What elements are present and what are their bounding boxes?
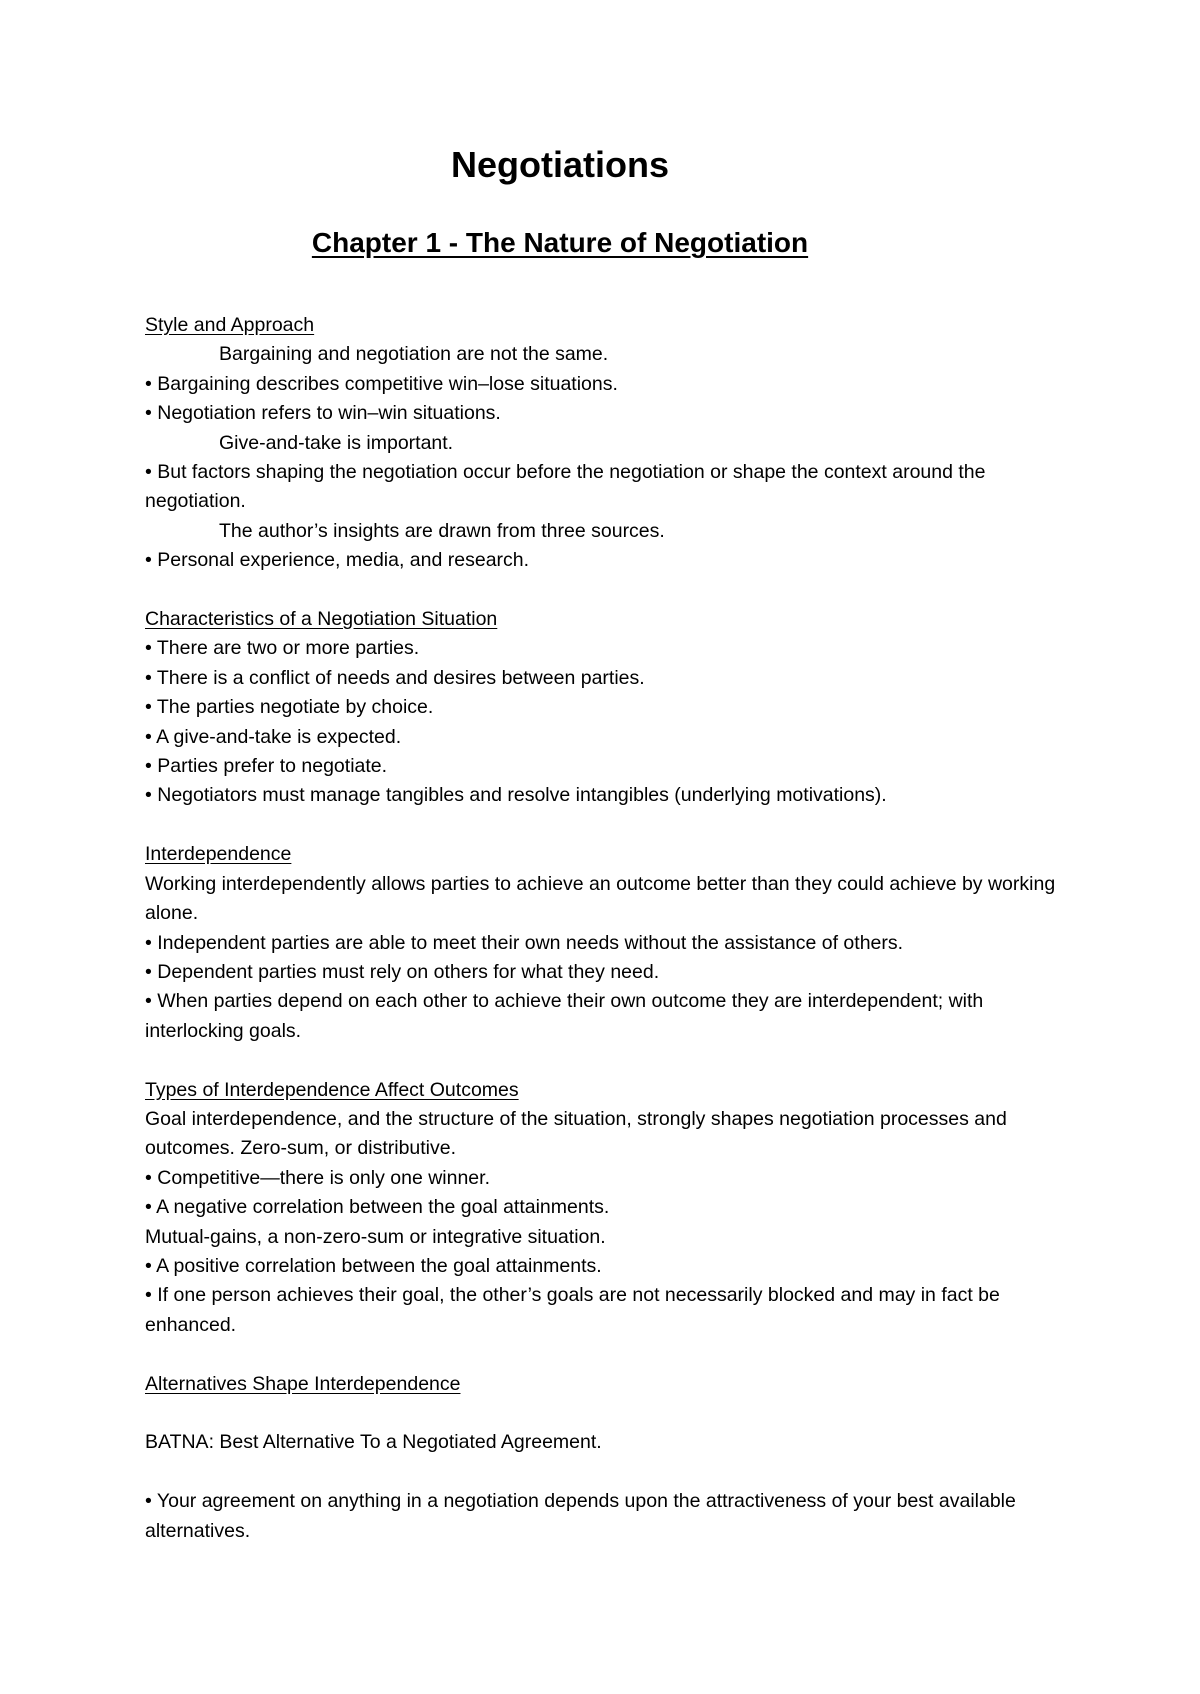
- bullet-item: • A give-and-take is expected.: [145, 725, 402, 748]
- bullet-item: • Competitive—there is only one winner.: [145, 1166, 490, 1189]
- text-line: Working interdependently allows parties to achieve an outcome better than they could achieve by working alone.: [145, 872, 1056, 925]
- section-heading: Characteristics of a Negotiation Situation: [145, 608, 498, 631]
- text-line: The author’s insights are drawn from three sources.: [219, 519, 665, 542]
- spacer: [145, 811, 1065, 840]
- section-heading: Interdependence: [145, 843, 292, 866]
- bullet-item: • The parties negotiate by choice.: [145, 696, 434, 719]
- spacer: [145, 1340, 1065, 1369]
- bullet-item: • Personal experience, media, and research.: [145, 549, 530, 572]
- spacer: [145, 1046, 1065, 1075]
- text-line: Give-and-take is important.: [219, 431, 454, 454]
- text-line: Mutual-gains, a non-zero-sum or integrative situation.: [145, 1225, 606, 1248]
- chapter-title-text: Chapter 1 - The Nature of Negotiation: [311, 227, 809, 258]
- bullet-item: • Negotiators must manage tangibles and resolve intangibles (underlying motivations).: [145, 784, 887, 807]
- section-heading: Style and Approach: [145, 314, 315, 336]
- bullet-item: • Bargaining describes competitive win–lose situations.: [145, 372, 618, 395]
- spacer: [145, 576, 1065, 605]
- section-heading: Alternatives Shape Interdependence: [145, 1372, 461, 1395]
- spacer: [145, 1399, 1065, 1428]
- bullet-item: • If one person achieves their goal, the other’s goals are not necessarily blocked and may in fact be enhanced.: [145, 1284, 1000, 1336]
- bullet-item: • When parties depend on each other to achieve their own outcome they are interdependent; with interlocking goals.: [145, 990, 984, 1042]
- bullet-item: • Dependent parties must rely on others for what they need.: [145, 960, 660, 983]
- section-heading: Types of Interdependence Affect Outcomes: [145, 1078, 519, 1101]
- bullet-item: • Independent parties are able to meet their own needs without the assistance of others.: [145, 931, 904, 954]
- text-line: Bargaining and negotiation are not the same.: [219, 343, 609, 366]
- document-body: [145, 311, 1065, 1546]
- bullet-item: • Parties prefer to negotiate.: [145, 755, 388, 778]
- bullet-item: • Negotiation refers to win–win situations.: [145, 402, 501, 425]
- bullet-item: • There is a conflict of needs and desires between parties.: [145, 666, 645, 689]
- text-line: BATNA: Best Alternative To a Negotiated Agreement.: [145, 1431, 602, 1454]
- document-title: Negotiations: [450, 144, 669, 185]
- spacer: [145, 1458, 1065, 1487]
- bullet-item: • There are two or more parties.: [145, 637, 420, 660]
- text-line: Goal interdependence, and the structure of the situation, strongly shapes negotiation processes and outcomes. Zero-sum, or distributive.: [145, 1107, 1007, 1160]
- section-types-of-interdependence: [145, 1076, 1065, 1341]
- section-characteristics: [145, 605, 1065, 811]
- chapter-title: [0, 226, 1120, 260]
- bullet-item: • Your agreement on anything in a negotiation depends upon the attractiveness of your best available alternatives.: [145, 1490, 1016, 1542]
- bullet-item: • A positive correlation between the goal attainments.: [145, 1254, 602, 1277]
- bullet-item: • A negative correlation between the goal attainments.: [145, 1196, 610, 1219]
- section-style-and-approach: [145, 311, 1065, 576]
- section-alternatives: [145, 1370, 1065, 1546]
- bullet-item: • But factors shaping the negotiation occur before the negotiation or shape the context around the negotiation.: [145, 461, 986, 513]
- section-interdependence: [145, 840, 1065, 1046]
